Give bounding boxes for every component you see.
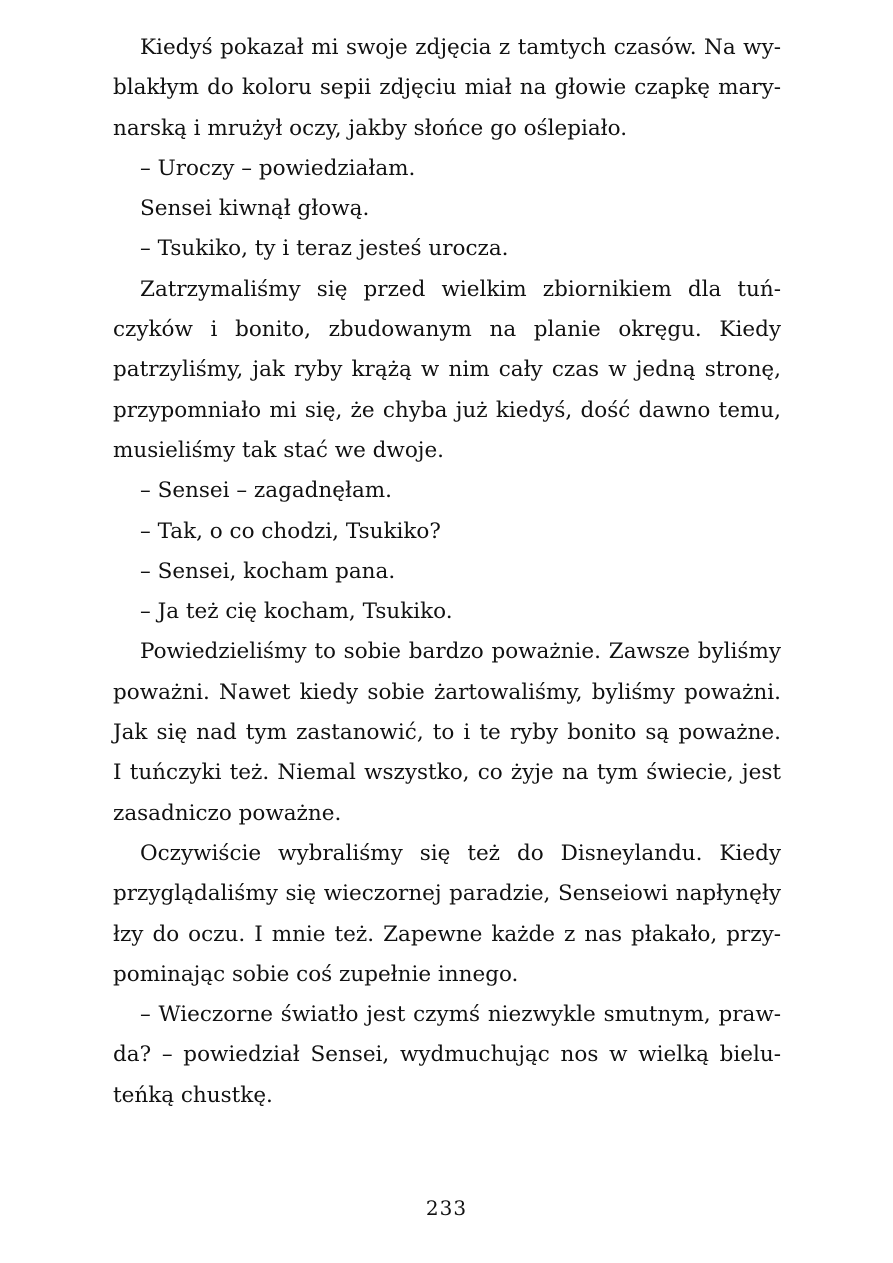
text-line: da? – powiedział Sensei, wydmuchując nos w wielką bielu- [113, 1042, 781, 1068]
text-line: poważni. Nawet kiedy sobie żartowaliśmy, byliśmy poważni. [113, 679, 781, 705]
text-line: Kiedyś pokazał mi swoje zdjęcia z tamtych czasów. Na wy- [140, 35, 781, 60]
text-line: pominając sobie coś zupełnie innego. [113, 961, 519, 987]
text-line: przypomniało mi się, że chyba już kiedyś, dość dawno temu, [113, 397, 781, 423]
text-line: I tuńczyki też. Niemal wszystko, co żyje na tym świecie, jest [113, 760, 781, 786]
text-line: czyków i bonito, zbudowanym na planie okręgu. Kiedy [113, 317, 781, 343]
text-line: – Tsukiko, ty i teraz jesteś urocza. [140, 236, 509, 262]
text-line: patrzyliśmy, jak ryby krążą w nim cały czas w jedną stronę, [113, 357, 781, 383]
text-line: teńką chustkę. [113, 1082, 273, 1108]
text-line: łzy do oczu. I mnie też. Zapewne każde z nas płakało, przy- [113, 921, 781, 947]
text-line: – Sensei, kocham pana. [140, 558, 396, 584]
page-number: 233 [425, 1196, 468, 1220]
text-line: Zatrzymaliśmy się przed wielkim zbiornikiem dla tuń- [140, 276, 781, 302]
text-line: zasadniczo poważne. [113, 800, 342, 826]
text-line: Jak się nad tym zastanowić, to i te ryby bonito są poważne. [113, 720, 781, 746]
text-line: Powiedzieliśmy to sobie bardzo poważnie. Zawsze byliśmy [140, 639, 781, 665]
text-line: musieliśmy tak stać we dwoje. [113, 437, 445, 463]
text-line: – Wieczorne światło jest czymś niezwykle smutnym, praw- [140, 1002, 781, 1028]
body-text [113, 28, 781, 1116]
text-line: – Uroczy – powiedziałam. [140, 155, 416, 181]
text-line: Oczywiście wybraliśmy się też do Disneylandu. Kiedy [140, 840, 781, 866]
text-line: – Ja też cię kocham, Tsukiko. [140, 599, 453, 625]
text-line: blakłym do koloru sepii zdjęciu miał na głowie czapkę mary- [113, 75, 781, 101]
text-line: – Sensei – zagadnęłam. [140, 478, 393, 504]
text-line: Sensei kiwnął głową. [140, 196, 370, 222]
text-line: przyglądaliśmy się wieczornej paradzie, Senseiowi napłynęły [113, 881, 781, 907]
text-line: – Tak, o co chodzi, Tsukiko? [140, 518, 441, 544]
text-line: narską i mrużył oczy, jakby słońce go oślepiało. [113, 115, 628, 141]
